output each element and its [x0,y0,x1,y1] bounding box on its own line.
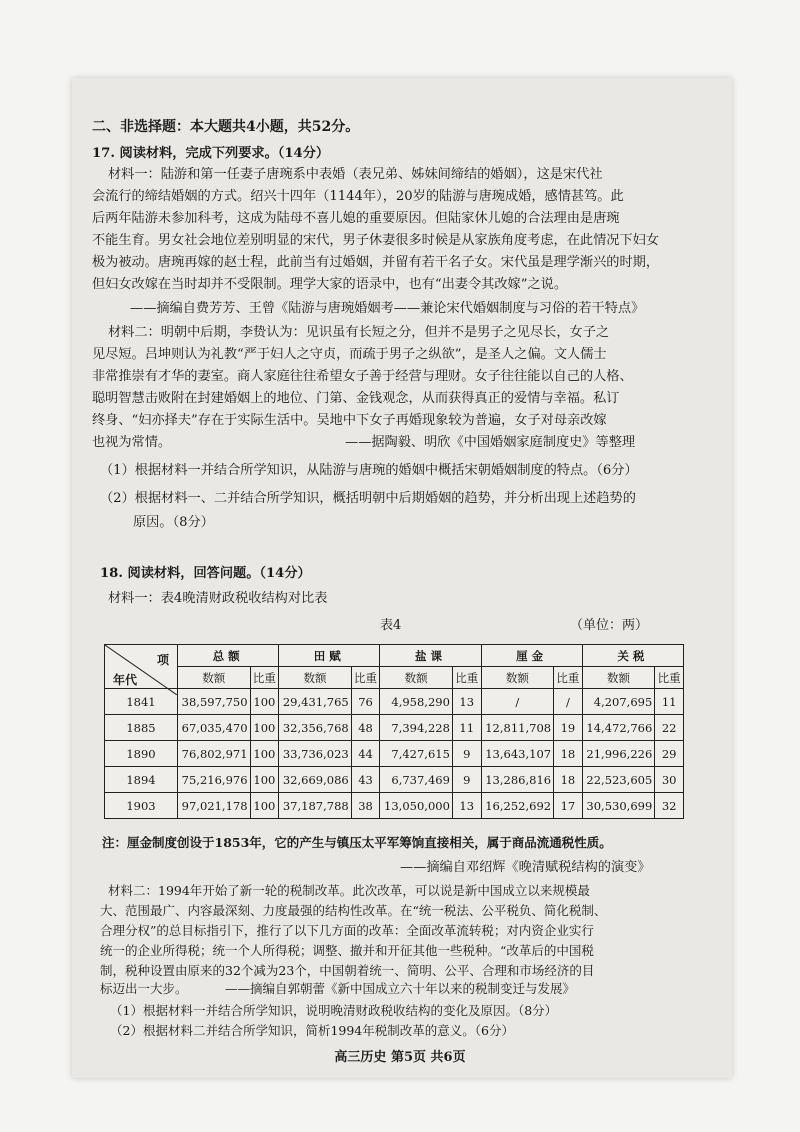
table-cell: 67,035,470 [178,715,251,741]
table-cell: 13,286,816 [481,767,554,793]
table-cell: 100 [250,793,279,819]
table-cell: / [481,689,554,715]
table-cell: 4,207,695 [582,689,655,715]
table-row [105,767,684,793]
text-line: 后两年陆游未参加科考，这成为陆母不喜儿媳的重要原因。但陆家休儿媳的合法理由是唐琬 [92,211,620,226]
table-cell: 75,216,976 [178,767,251,793]
table-cell: 19 [554,715,583,741]
table-cell: 100 [250,741,279,767]
table-cell: 11 [452,715,481,741]
text-line: 合理分权”的总目标指引下，推行了以下几方面的改革：全面改革流转税；对内资企业实行 [100,923,594,938]
page-footer: 高三历史 第5页 共6页 [334,1050,466,1065]
year-cell: 1841 [105,689,178,715]
table-cell: 13 [452,689,481,715]
table-cell: 76 [351,689,380,715]
table-cell: 16,252,692 [481,793,554,819]
table-cell: 12,811,708 [481,715,554,741]
table-unit: （单位：两） [570,618,649,633]
table-row [105,689,684,715]
text-line: 会流行的缔结婚姻的方式。绍兴十四年（1144年），20岁的陆游与唐琬成婚，感情甚笃。此 [92,189,624,204]
text-line: 制，税种设置由原来的32个减为23个，中国朝着统一、简明、公平、合理和市场经济的目 [100,963,595,978]
group-header: 田赋 [279,645,380,667]
text-line: 终身、“妇亦择夫”存在于实际生活中。吴地中下女子再婚现象较为普遍，女子对母亲改嫁 [92,413,607,428]
text-line: 极为被动。唐琬再嫁的赵士程，此前当有过婚姻，并留有若干名子女。宋代虽是理学渐兴的时期， [92,255,660,270]
text-line: 非常推崇有才华的妻室。商人家庭往往希望女子善于经营与理财。女子往往能以自己的人格、 [92,369,633,384]
table-cell: 76,802,971 [178,741,251,767]
table-cell: 100 [250,715,279,741]
table-cell: 29,431,765 [279,689,352,715]
table-cell: 18 [554,741,583,767]
table-row [105,715,684,741]
table-cell: 18 [554,767,583,793]
table-cell: 14,472,766 [582,715,655,741]
table-cell: 100 [250,767,279,793]
table-cell: 9 [452,741,481,767]
group-header: 总额 [178,645,279,667]
table-cell: 37,187,788 [279,793,352,819]
table-cell: 4,958,290 [380,689,453,715]
table-cell: 29 [655,741,684,767]
table-cell: 22,523,605 [582,767,655,793]
sub-header: 比重 [250,667,279,689]
source-citation: ——摘编自郭朝蕾《新中国成立六十年以来的税制变迁与发展》 [225,981,576,996]
table-cell: 21,996,226 [582,741,655,767]
table-cell: 32 [655,793,684,819]
q17-subquestion-1: （1）根据材料一并结合所学知识，从陆游与唐琬的婚姻中概括宋朝婚姻制度的特点。（6分） [100,463,638,478]
group-header: 盐课 [380,645,481,667]
q17-title: 17. 阅读材料，完成下列要求。（14分） [92,146,330,161]
q17-subquestion-2: （2）根据材料一、二并结合所学知识，概括明朝中后期婚姻的趋势，并分析出现上述趋势的 [100,491,636,506]
sub-header: 比重 [655,667,684,689]
tax-structure-table [104,644,684,819]
sub-header: 比重 [452,667,481,689]
sub-header: 比重 [554,667,583,689]
text-line: 但妇女改嫁在当时却并不受限制。理学大家的语录中，也有“出妻令其改嫁”之说。 [92,277,568,292]
table-cell: 48 [351,715,380,741]
section-heading: 二、非选择题：本大题共4小题，共52分。 [92,119,360,135]
q18-material-1: 材料一：表4晚清财政税收结构对比表 [108,591,328,606]
year-cell: 1894 [105,767,178,793]
table-cell: 13,643,107 [481,741,554,767]
table-cell: 33,736,023 [279,741,352,767]
table-cell: / [554,689,583,715]
sub-header: 数额 [178,667,251,689]
table-cell: 43 [351,767,380,793]
table-cell: 97,021,178 [178,793,251,819]
sub-header: 比重 [351,667,380,689]
table-cell: 30,530,699 [582,793,655,819]
table-cell: 100 [250,689,279,715]
table-cell: 9 [452,767,481,793]
table-cell: 17 [554,793,583,819]
table-cell: 7,394,228 [380,715,453,741]
table-cell: 38 [351,793,380,819]
text-line: 大、范围最广、内容最深刻、力度最强的结构性改革。在“统一税法、公平税负、简化税制、 [100,903,607,918]
sub-header: 数额 [582,667,655,689]
year-cell: 1903 [105,793,178,819]
table-cell: 38,597,750 [178,689,251,715]
sub-header: 数额 [279,667,352,689]
table-cell: 13,050,000 [380,793,453,819]
source-citation: ——摘编自费芳芳、王曾《陆游与唐琬婚姻考——兼论宋代婚姻制度与习俗的若干特点》 [130,301,645,316]
table-cell: 44 [351,741,380,767]
table-cell: 7,427,615 [380,741,453,767]
text-line: 见尽短。吕坤则认为礼教“严于妇人之守贞，而疏于男子之纵欲”，是圣人之偏。文人儒士 [92,347,607,362]
text-line: 统一的企业所得税；统一个人所得税；调整、撤并和开征其他一些税种。“改革后的中国税 [100,943,594,958]
group-header: 关税 [582,645,683,667]
sub-header: 数额 [481,667,554,689]
text-line: 材料二：1994年开始了新一轮的税制改革。此次改革，可以说是新中国成立以来规模最 [108,883,590,898]
table-caption: 表4 [380,618,402,633]
table-cell: 22 [655,715,684,741]
text-line: 材料二：明朝中后期，李贽认为：见识虽有长短之分，但并不是男子之见尽长，女子之 [108,325,610,340]
table-cell: 11 [655,689,684,715]
q17-subquestion-2-cont: 原因。（8分） [133,515,214,530]
table-cell: 32,669,086 [279,767,352,793]
text-line: 也视为常情。 [92,435,172,450]
table-cell: 6,737,469 [380,767,453,793]
sub-header: 数额 [380,667,453,689]
header-diagonal-cell [105,645,178,689]
table-row [105,793,684,819]
source-citation: ——据陶毅、明欣《中国婚姻家庭制度史》等整理 [345,435,636,450]
header-year-label: 年代 [113,673,138,687]
table-note: 注：厘金制度创设于1853年，它的产生与镇压太平军筹饷直接相关，属于商品流通税性质。 [102,835,612,850]
header-item-label: 项 [156,653,169,667]
year-cell: 1885 [105,715,178,741]
q18-title: 18. 阅读材料，回答问题。（14分） [100,566,311,581]
text-line: 材料一：陆游和第一任妻子唐琬系中表婚（表兄弟、姊妹间缔结的婚姻），这是宋代社 [108,167,603,182]
text-line: 标迈出一大步。 [100,981,188,996]
source-citation: ——摘编自邓绍辉《晚清赋税结构的演变》 [400,860,651,875]
year-cell: 1890 [105,741,178,767]
text-line: 聪明智慧击败附在封建婚姻上的地位、门第、金钱观念，从而获得真正的爱情与幸福。私订 [92,391,620,406]
table-row [105,741,684,767]
q18-subquestion-1: （1）根据材料一并结合所学知识，说明晚清财政税收结构的变化及原因。（8分） [110,1003,558,1018]
table-cell: 13 [452,793,481,819]
text-line: 不能生育。男女社会地位差别明显的宋代，男子休妻很多时候是从家族角度考虑，在此情况下妇女 [92,233,660,248]
table-cell: 30 [655,767,684,793]
q18-subquestion-2: （2）根据材料二并结合所学知识，简析1994年税制改革的意义。（6分） [110,1023,514,1038]
table-cell: 32,356,768 [279,715,352,741]
group-header: 厘金 [481,645,582,667]
